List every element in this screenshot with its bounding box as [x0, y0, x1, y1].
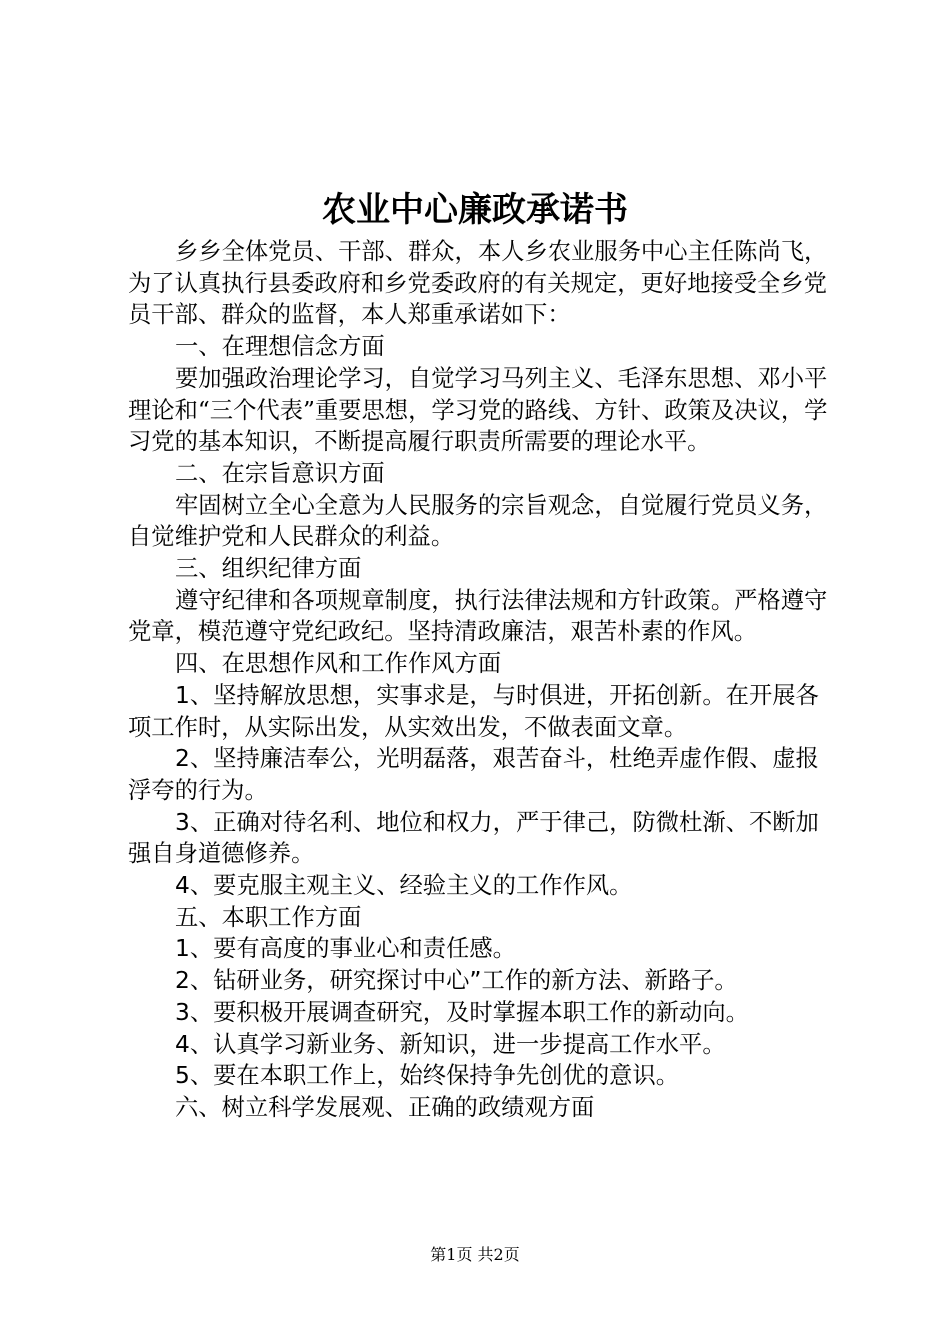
section-5-item-3: 3、要积极开展调查研究，及时掌握本职工作的新动向。 [175, 998, 749, 1026]
section-heading-2: 二、在宗旨意识方面 [175, 459, 385, 487]
section-3-paragraph: 遵守纪律和各项规章制度，执行法律法规和方针政策。严格遵守党章，模范遵守党纪政纪。坚持清政廉洁，艰苦朴素的作风。 [128, 586, 828, 646]
section-4-item-3: 3、正确对待名利、地位和权力，严于律己，防微杜渐、不断加强自身道德修养。 [128, 808, 819, 868]
section-heading-4: 四、在思想作风和工作作风方面 [175, 650, 502, 678]
page-footer: 第1页 共2页 [430, 1245, 520, 1264]
section-4-item-2: 2、坚持廉洁奉公，光明磊落，艰苦奋斗，杜绝弄虚作假、虚报浮夸的行为。 [128, 745, 819, 804]
section-2-paragraph: 牢固树立全心全意为人民服务的宗旨观念，自觉履行党员义务，自觉维护党和人民群众的利益。 [128, 491, 828, 551]
section-heading-1: 一、在理想信念方面 [175, 333, 385, 361]
section-5-item-1: 1、要有高度的事业心和责任感。 [175, 935, 516, 963]
section-heading-3: 三、组织纪律方面 [175, 555, 362, 583]
section-1-paragraph: 要加强政治理论学习，自觉学习马列主义、毛泽东思想、邓小平理论和“三个代表”重要思想，学习党的路线、方针、政策及决议，学习党的基本知识，不断提高履行职责所需要的理论水平。 [128, 364, 828, 456]
section-5-item-4: 4、认真学习新业务、新知识，进一步提高工作水平。 [175, 1030, 726, 1058]
section-heading-5: 五、本职工作方面 [175, 903, 362, 931]
document-body [128, 236, 832, 1124]
section-5-item-2: 2、钻研业务，研究探讨中心”工作的新方法、新路子。 [175, 967, 738, 995]
document-title: 农业中心廉政承诺书 [322, 190, 628, 230]
section-5-item-5: 5、要在本职工作上，始终保持争先创优的意识。 [175, 1062, 680, 1090]
section-heading-6: 六、树立科学发展观、正确的政绩观方面 [175, 1093, 595, 1121]
section-4-item-4: 4、要克服主观主义、经验主义的工作作风。 [175, 872, 633, 900]
section-4-item-1-rest: 在开展各项工作时，从实际出发，从实效出发，不做表面文章。 [128, 681, 819, 741]
intro-paragraph: 乡乡全体党员、干部、群众，本人乡农业服务中心主任陈尚飞，为了认真执行县委政府和乡党委政府的有关规定，更好地接受全乡党员干部、群众的监督，本人郑重承诺如下： [128, 238, 828, 329]
section-4-item-1-lead: 1、坚持解放思想，实事求是，与时俱进，开拓创新。 [175, 681, 726, 709]
section-4-item-1 [128, 680, 832, 743]
